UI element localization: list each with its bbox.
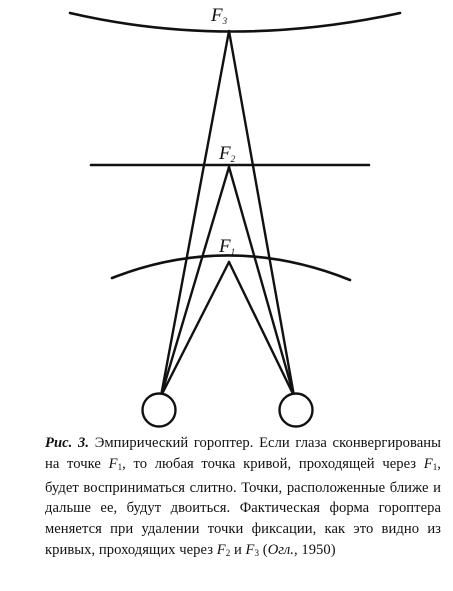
right-eye [280,394,313,427]
caption-f1: $F_1$ [108,455,123,472]
caption-and: и [233,541,242,558]
horopter-curve-f3 [70,13,400,32]
caption-text-1: Эмпирический гороптер. Если глаза сконвергированы на точке [45,435,441,472]
line-right-eye-f3 [229,31,294,396]
caption-f3: $F_3$ [245,541,260,558]
caption-text-3: , будет восприниматься слитно. Точки, расположенные ближе и дальше ее, будут двоиться. Фактическая форма гороптера меняется при удалении точки фиксации, как это видно из кривых, проходящих через [45,455,441,558]
label-f3: F3 [211,5,228,26]
figure-caption [45,433,441,564]
caption-text-2: , то любая точка кривой, проходящей через [122,455,417,472]
label-f1: F1 [219,236,236,257]
caption-source-open: ( [262,541,268,558]
line-left-eye-f3 [161,31,229,396]
caption-lead: Рис. 3. [45,435,90,451]
caption-source-author: Огл. [267,541,294,558]
label-f2: F2 [219,143,236,164]
left-eye [143,394,176,427]
caption-source-year: , 1950) [293,541,336,558]
caption-f1-ref: $F_1$ [423,455,438,472]
caption-f2: $F_2$ [216,541,231,558]
